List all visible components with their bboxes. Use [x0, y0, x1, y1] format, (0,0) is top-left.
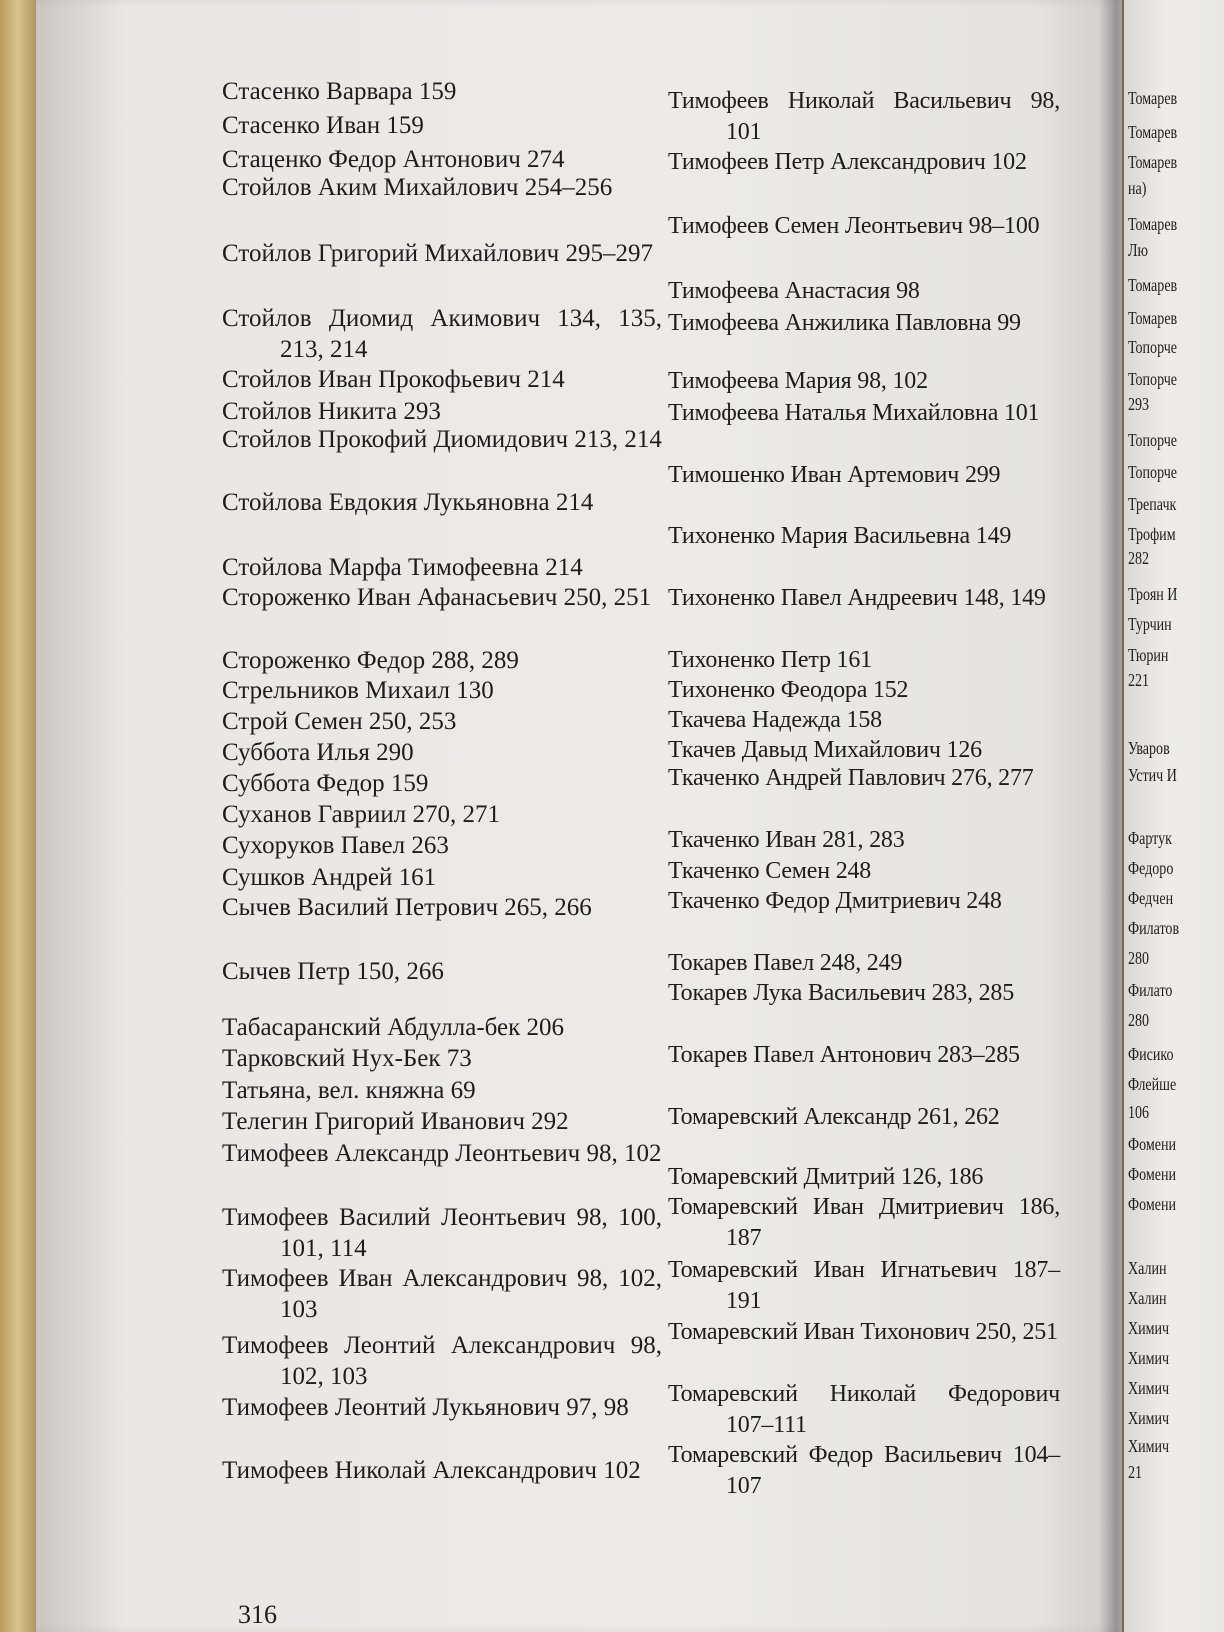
- book-page-right-edge: [1124, 0, 1224, 1632]
- next-page-fragment: Топорче: [1128, 462, 1178, 482]
- next-page-fragment: Филатов: [1128, 918, 1180, 938]
- index-entry: Сычев Василий Петрович 265, 266: [222, 894, 592, 921]
- index-entry: Стойлов Диомид Акимович 134, 135, 213, 214: [222, 305, 662, 363]
- next-page-fragment: 280: [1128, 948, 1150, 968]
- index-entry: Строй Семен 250, 253: [222, 708, 457, 735]
- next-page-fragment: Флейше: [1128, 1074, 1177, 1094]
- index-entry: Тимофеев Семен Леонтьевич 98–100: [668, 213, 1040, 239]
- index-entry: Тимофеева Анастасия 98: [668, 278, 920, 304]
- index-entry: Тимофеев Николай Александрович 102: [222, 1457, 641, 1484]
- index-entry: Тимофеева Мария 98, 102: [668, 368, 928, 394]
- index-entry: Токарев Лука Васильевич 283, 285: [668, 980, 1014, 1006]
- next-page-fragment: Троян И: [1128, 584, 1178, 604]
- next-page-fragment: Фомени: [1128, 1194, 1176, 1214]
- next-page-fragment: Филато: [1128, 980, 1173, 1000]
- next-page-fragment: Фомени: [1128, 1134, 1176, 1154]
- index-entry: Сухоруков Павел 263: [222, 832, 449, 859]
- next-page-fragment: Уваров: [1128, 738, 1170, 758]
- index-entry: Томаревский Иван Тихонович 250, 251: [668, 1319, 1058, 1345]
- next-page-fragment: Химич: [1128, 1348, 1170, 1368]
- index-entry: Стороженко Иван Афанасьевич 250, 251: [222, 584, 652, 611]
- index-entry: Ткачева Надежда 158: [668, 707, 882, 733]
- next-page-fragment: 21: [1128, 1462, 1143, 1482]
- next-page-fragment: Топорче: [1128, 369, 1178, 389]
- index-entry: Стаценко Федор Антонович 274: [222, 146, 565, 173]
- index-entry: Томаревский Иван Игнатьевич 187–191: [668, 1257, 1060, 1314]
- next-page-fragment: 293: [1128, 394, 1150, 414]
- index-entry: Тимофеев Николай Васильевич 98, 101: [668, 88, 1060, 145]
- index-entry: Стрельников Михаил 130: [222, 677, 494, 704]
- next-page-fragment: Федчен: [1128, 888, 1174, 908]
- index-entry: Ткаченко Семен 248: [668, 858, 872, 884]
- index-entry: Суханов Гавриил 270, 271: [222, 801, 500, 828]
- index-entry: Стойлов Иван Прокофьевич 214: [222, 366, 565, 393]
- next-page-fragment: Томарев: [1128, 88, 1178, 108]
- index-entry: Тимофеев Иван Александрович 98, 102, 103: [222, 1265, 662, 1323]
- index-entry: Тихоненко Петр 161: [668, 647, 872, 673]
- index-entry: Ткаченко Иван 281, 283: [668, 827, 905, 853]
- page-number: 316: [238, 1600, 277, 1629]
- index-entry: Тимофеев Петр Александрович 102: [668, 149, 1027, 175]
- index-entry: Телегин Григорий Иванович 292: [222, 1108, 569, 1135]
- background-surface: [0, 0, 40, 1632]
- next-page-fragment: 221: [1128, 670, 1150, 690]
- next-page-fragment: на): [1128, 178, 1147, 198]
- index-entry: Табасаранский Абдулла-бек 206: [222, 1014, 565, 1041]
- index-entry: Стойлов Никита 293: [222, 398, 441, 425]
- index-entry: Томаревский Иван Дмитриевич 186, 187: [668, 1194, 1060, 1251]
- next-page-fragment: 282: [1128, 548, 1150, 568]
- index-entry: Тарковский Нух-Бек 73: [222, 1045, 472, 1072]
- index-entry: Стойлов Прокофий Диомидович 213, 214: [222, 426, 662, 453]
- index-entry: Стороженко Федор 288, 289: [222, 647, 519, 674]
- index-entry: Суббота Федор 159: [222, 770, 429, 797]
- index-entry: Тимофеев Василий Леонтьевич 98, 100, 101, 114: [222, 1204, 662, 1262]
- index-entry: Стойлов Григорий Михайлович 295–297: [222, 240, 653, 267]
- index-entry: Сушков Андрей 161: [222, 864, 437, 891]
- next-page-fragment: Химич: [1128, 1318, 1170, 1338]
- index-entry: Стасенко Варвара 159: [222, 78, 457, 105]
- index-entry: Тимофеева Анжилика Павловна 99: [668, 310, 1021, 336]
- next-page-fragment: Устич И: [1128, 765, 1177, 785]
- next-page-fragment: Фартук: [1128, 828, 1172, 848]
- index-entry: Тихоненко Павел Андреевич 148, 149: [668, 585, 1046, 611]
- next-page-fragment: Топорче: [1128, 337, 1178, 357]
- next-page-fragment: Халин: [1128, 1288, 1167, 1308]
- next-page-fragment: 106: [1128, 1102, 1150, 1122]
- index-entry: Тимошенко Иван Артемович 299: [668, 462, 1001, 488]
- index-entry: Суббота Илья 290: [222, 739, 414, 766]
- index-entry: Сычев Петр 150, 266: [222, 958, 444, 985]
- index-entry: Тимофеева Наталья Михайловна 101: [668, 400, 1040, 426]
- index-entry: Тихоненко Мария Васильевна 149: [668, 523, 1012, 549]
- next-page-fragment: Турчин: [1128, 614, 1172, 634]
- next-page-fragment: Топорче: [1128, 430, 1178, 450]
- next-page-fragment: Химич: [1128, 1436, 1170, 1456]
- index-entry: Томаревский Николай Федорович 107–111: [668, 1381, 1060, 1438]
- next-page-fragment: Трепачк: [1128, 494, 1177, 514]
- next-page-fragment: 280: [1128, 1010, 1150, 1030]
- index-entry: Ткаченко Андрей Павлович 276, 277: [668, 765, 1034, 791]
- index-entry: Томаревский Александр 261, 262: [668, 1104, 1000, 1130]
- index-entry: Стойлов Аким Михайлович 254–256: [222, 174, 613, 201]
- index-entry: Токарев Павел 248, 249: [668, 950, 903, 976]
- next-page-fragment: Томарев: [1128, 275, 1178, 295]
- next-page-fragment: Фисико: [1128, 1044, 1174, 1064]
- index-entry: Тихоненко Феодора 152: [668, 677, 909, 703]
- next-page-fragment: Химич: [1128, 1408, 1170, 1428]
- next-page-fragment: Томарев: [1128, 122, 1178, 142]
- next-page-fragment: Томарев: [1128, 152, 1178, 172]
- next-page-fragment: Химич: [1128, 1378, 1170, 1398]
- next-page-fragment: Фомени: [1128, 1164, 1176, 1184]
- index-entry: Тимофеев Леонтий Лукьянович 97, 98: [222, 1394, 629, 1421]
- index-entry: Томаревский Дмитрий 126, 186: [668, 1164, 984, 1190]
- index-entry: Тимофеев Александр Леонтьевич 98, 102: [222, 1140, 662, 1167]
- next-page-fragment: Томарев: [1128, 308, 1178, 328]
- next-page-fragment: Томарев: [1128, 214, 1178, 234]
- index-entry: Татьяна, вел. княжна 69: [222, 1077, 476, 1104]
- index-entry: Тимофеев Леонтий Александрович 98, 102, 103: [222, 1332, 662, 1390]
- index-entry: Ткаченко Федор Дмитриевич 248: [668, 888, 1002, 914]
- next-page-fragment: Лю: [1128, 240, 1149, 260]
- index-entry: Томаревский Федор Васильевич 104–107: [668, 1442, 1060, 1499]
- index-entry: Стойлова Евдокия Лукьяновна 214: [222, 489, 594, 516]
- index-entry: Ткачев Давыд Михайлович 126: [668, 737, 982, 763]
- next-page-fragment: Трофим: [1128, 524, 1176, 544]
- index-entry: Стойлова Марфа Тимофеевна 214: [222, 554, 583, 581]
- next-page-fragment: Тюрин: [1128, 645, 1169, 665]
- index-entry: Токарев Павел Антонович 283–285: [668, 1042, 1020, 1068]
- next-page-fragment: Федоро: [1128, 858, 1174, 878]
- next-page-fragment: Халин: [1128, 1258, 1167, 1278]
- index-entry: Стасенко Иван 159: [222, 112, 424, 139]
